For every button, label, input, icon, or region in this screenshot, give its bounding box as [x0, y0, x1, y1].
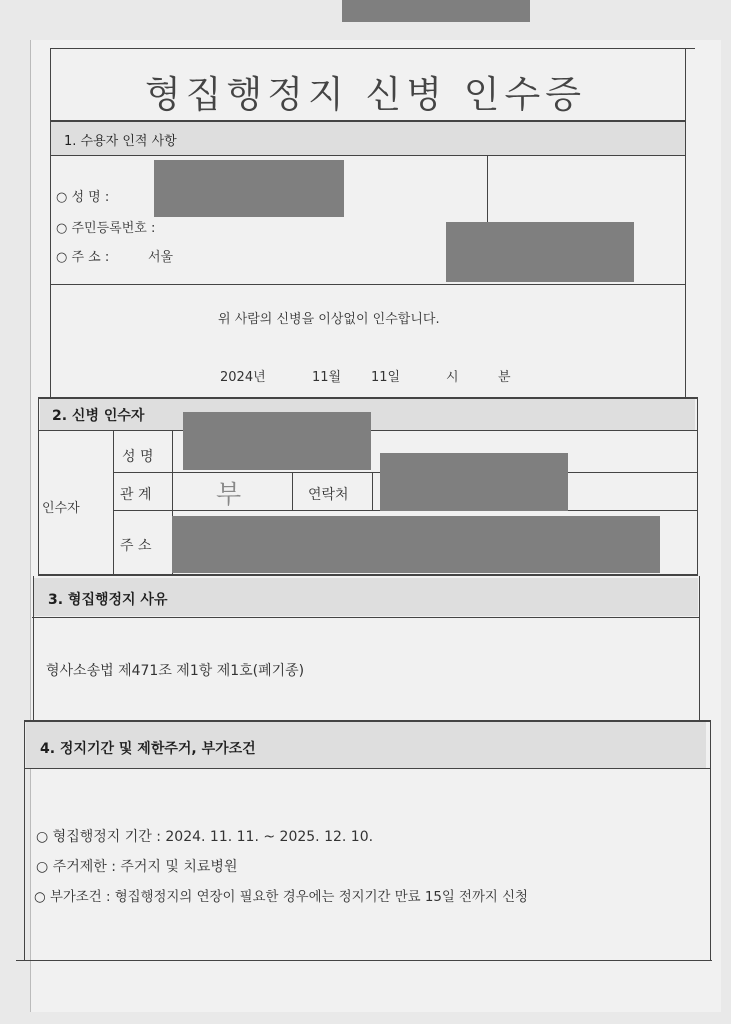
receiver-label: 인수자 — [42, 501, 80, 516]
inmate-id-label: ○ 주민등록번호 : — [56, 221, 156, 236]
receiver-name-redaction — [183, 412, 371, 470]
table-right — [697, 397, 698, 575]
section3-left — [33, 576, 34, 722]
table-col — [113, 431, 114, 575]
section4-right — [710, 720, 711, 960]
inmate-address-label: ○ 주 소 : — [56, 250, 110, 265]
time-minute: 분 — [498, 370, 511, 385]
section4-heading: 4. 정지기간 및 제한주거, 부가조건 — [40, 741, 256, 757]
inmate-address-value: 서울 — [148, 250, 174, 265]
section3-heading: 3. 형집행정지 사유 — [48, 592, 168, 608]
receiver-contact-redaction — [380, 453, 568, 511]
inmate-name-redaction — [154, 160, 344, 217]
condition-item: ○ 형집행정지 기간 : 2024. 11. 11. ~ 2025. 12. 10. — [36, 829, 374, 845]
table-row — [38, 574, 698, 576]
suspension-reason: 형사소송법 제471조 제1항 제1호(폐기종) — [46, 663, 305, 679]
receiver-relation-label: 관 계 — [120, 487, 152, 503]
time-hour: 시 — [446, 370, 459, 385]
divider — [50, 120, 686, 122]
divider — [50, 284, 686, 285]
frame-top — [50, 48, 695, 49]
inmate-name-label: ○ 성 명 : — [56, 190, 110, 205]
table-col — [292, 472, 293, 510]
inmate-address-redaction — [446, 222, 634, 282]
divider — [24, 768, 710, 769]
section4-left — [24, 720, 25, 960]
condition-item: ○ 주거제한 : 주거지 및 치료병원 — [36, 859, 238, 875]
table-col — [372, 472, 373, 510]
receiver-address-label: 주 소 — [120, 538, 152, 554]
divider — [38, 397, 698, 399]
document-title: 형집행정지 신병 인수증 — [145, 73, 586, 116]
divider — [32, 617, 700, 618]
confirmation-statement: 위 사람의 신병을 이상없이 인수합니다. — [218, 312, 440, 327]
receiver-address-redaction — [172, 516, 660, 573]
divider — [24, 720, 710, 722]
date-day: 11일 — [371, 370, 401, 385]
top-redaction — [342, 0, 530, 22]
section2-heading: 2. 신병 인수자 — [52, 408, 145, 424]
divider — [16, 960, 712, 961]
receiver-name-label: 성 명 — [122, 449, 154, 465]
date-month: 11월 — [312, 370, 342, 385]
date-year: 2024년 — [220, 370, 266, 385]
receiver-contact-label: 연락처 — [308, 487, 349, 503]
section1-heading: 1. 수용자 인적 사항 — [64, 134, 177, 149]
table-left — [38, 397, 39, 575]
section3-right — [699, 576, 700, 722]
receiver-relation-value: 부 — [216, 480, 242, 510]
divider — [50, 155, 686, 156]
condition-item: ○ 부가조건 : 형집행정지의 연장이 필요한 경우에는 정지기간 만료 15일 전까지 신청 — [34, 890, 528, 905]
